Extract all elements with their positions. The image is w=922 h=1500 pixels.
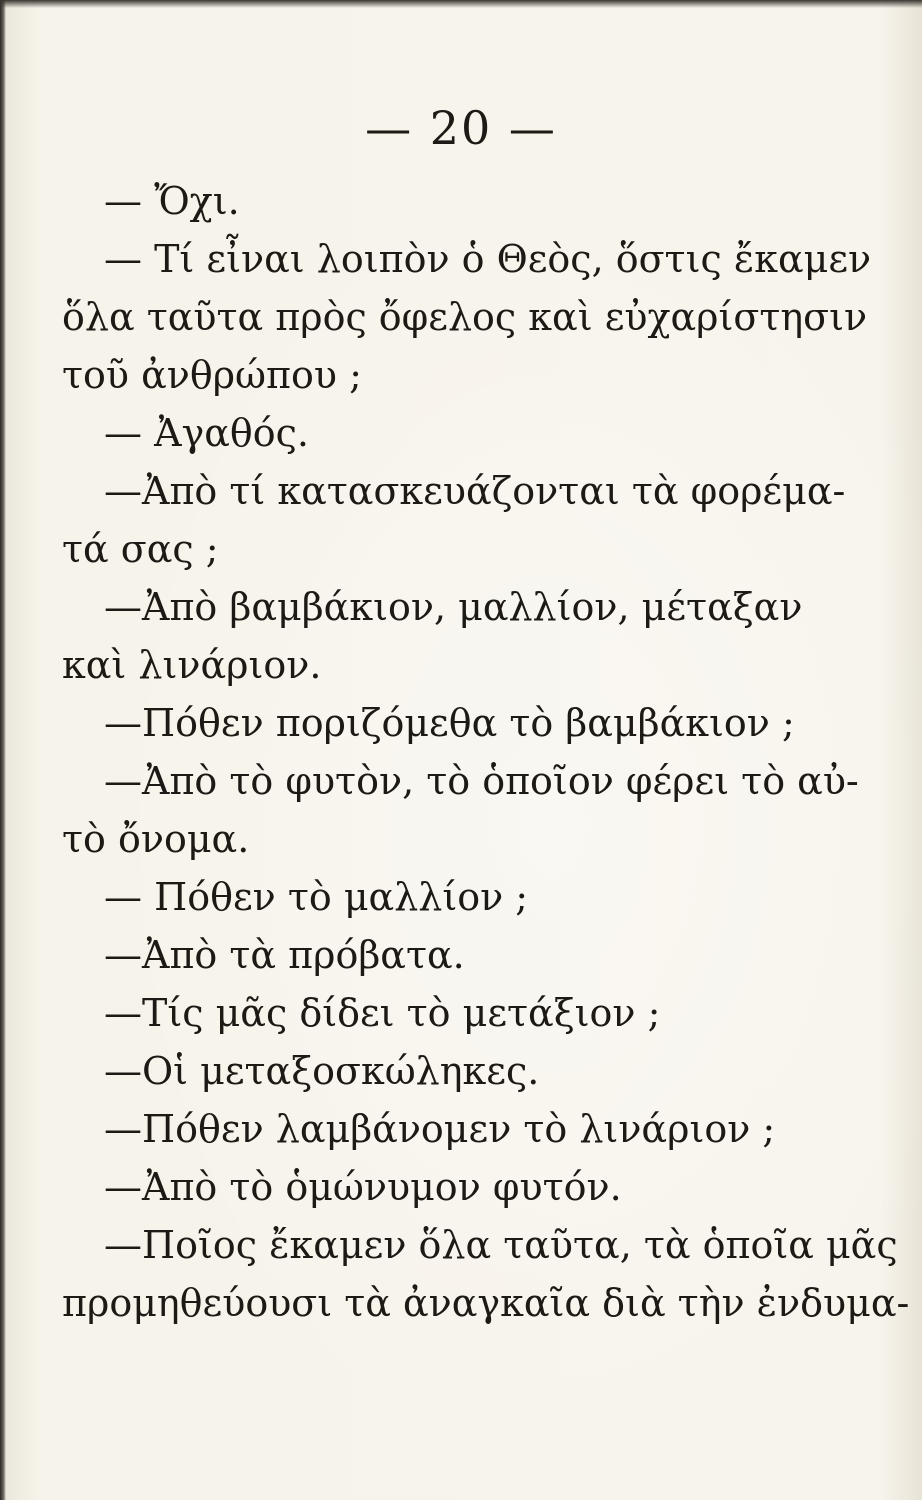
text-line: —Οἱ μεταξοσκώληκες. [104,1049,540,1093]
page-spine-shadow [0,0,6,1500]
text-line: ὅλα ταῦτα πρὸς ὄφελος καὶ εὐχαρίστησιν [62,295,868,339]
text-line: τοῦ ἀνθρώπου ; [62,353,362,397]
text-line: —Ἀπὸ τί κατασκευάζονται τὰ φορέμα- [104,469,846,513]
text-line: —Πόθεν ποριζόμεθα τὸ βαμβάκιον ; [104,701,795,745]
text-line: — Τί εἶναι λοιπὸν ὁ Θεὸς, ὅστις ἔκαμεν [104,237,872,281]
text-line: προμηθεύουσι τὰ ἀναγκαῖα διὰ τὴν ἐνδυμα- [62,1281,910,1325]
text-line: —Τίς μᾶς δίδει τὸ μετάξιον ; [104,991,661,1035]
text-line: —Ἀπὸ βαμβάκιον, μαλλίον, μέταξαν [104,585,803,629]
text-line: τά σας ; [62,527,219,571]
text-line: τὸ ὄνομα. [62,817,250,861]
text-line: —Ἀπὸ τὸ φυτὸν, τὸ ὁποῖον φέρει τὸ αὐ- [104,759,859,803]
text-line: —Ἀπὸ τὸ ὁμώνυμον φυτόν. [104,1165,622,1209]
text-line: —Ποῖος ἔκαμεν ὅλα ταῦτα, τὰ ὁποῖα μᾶς [104,1223,898,1267]
page-number: — 20 — [365,101,557,155]
text-line: —Ἀπὸ τὰ πρόβατα. [104,933,465,977]
text-line: καὶ λινάριον. [62,643,322,687]
text-line: — Ὄχι. [104,179,240,223]
text-line: — Πόθεν τὸ μαλλίον ; [104,875,529,919]
text-line: —Πόθεν λαμβάνομεν τὸ λινάριον ; [104,1107,776,1151]
text-line: — Ἀγαθός. [104,411,310,455]
page-top-shadow [0,0,922,8]
